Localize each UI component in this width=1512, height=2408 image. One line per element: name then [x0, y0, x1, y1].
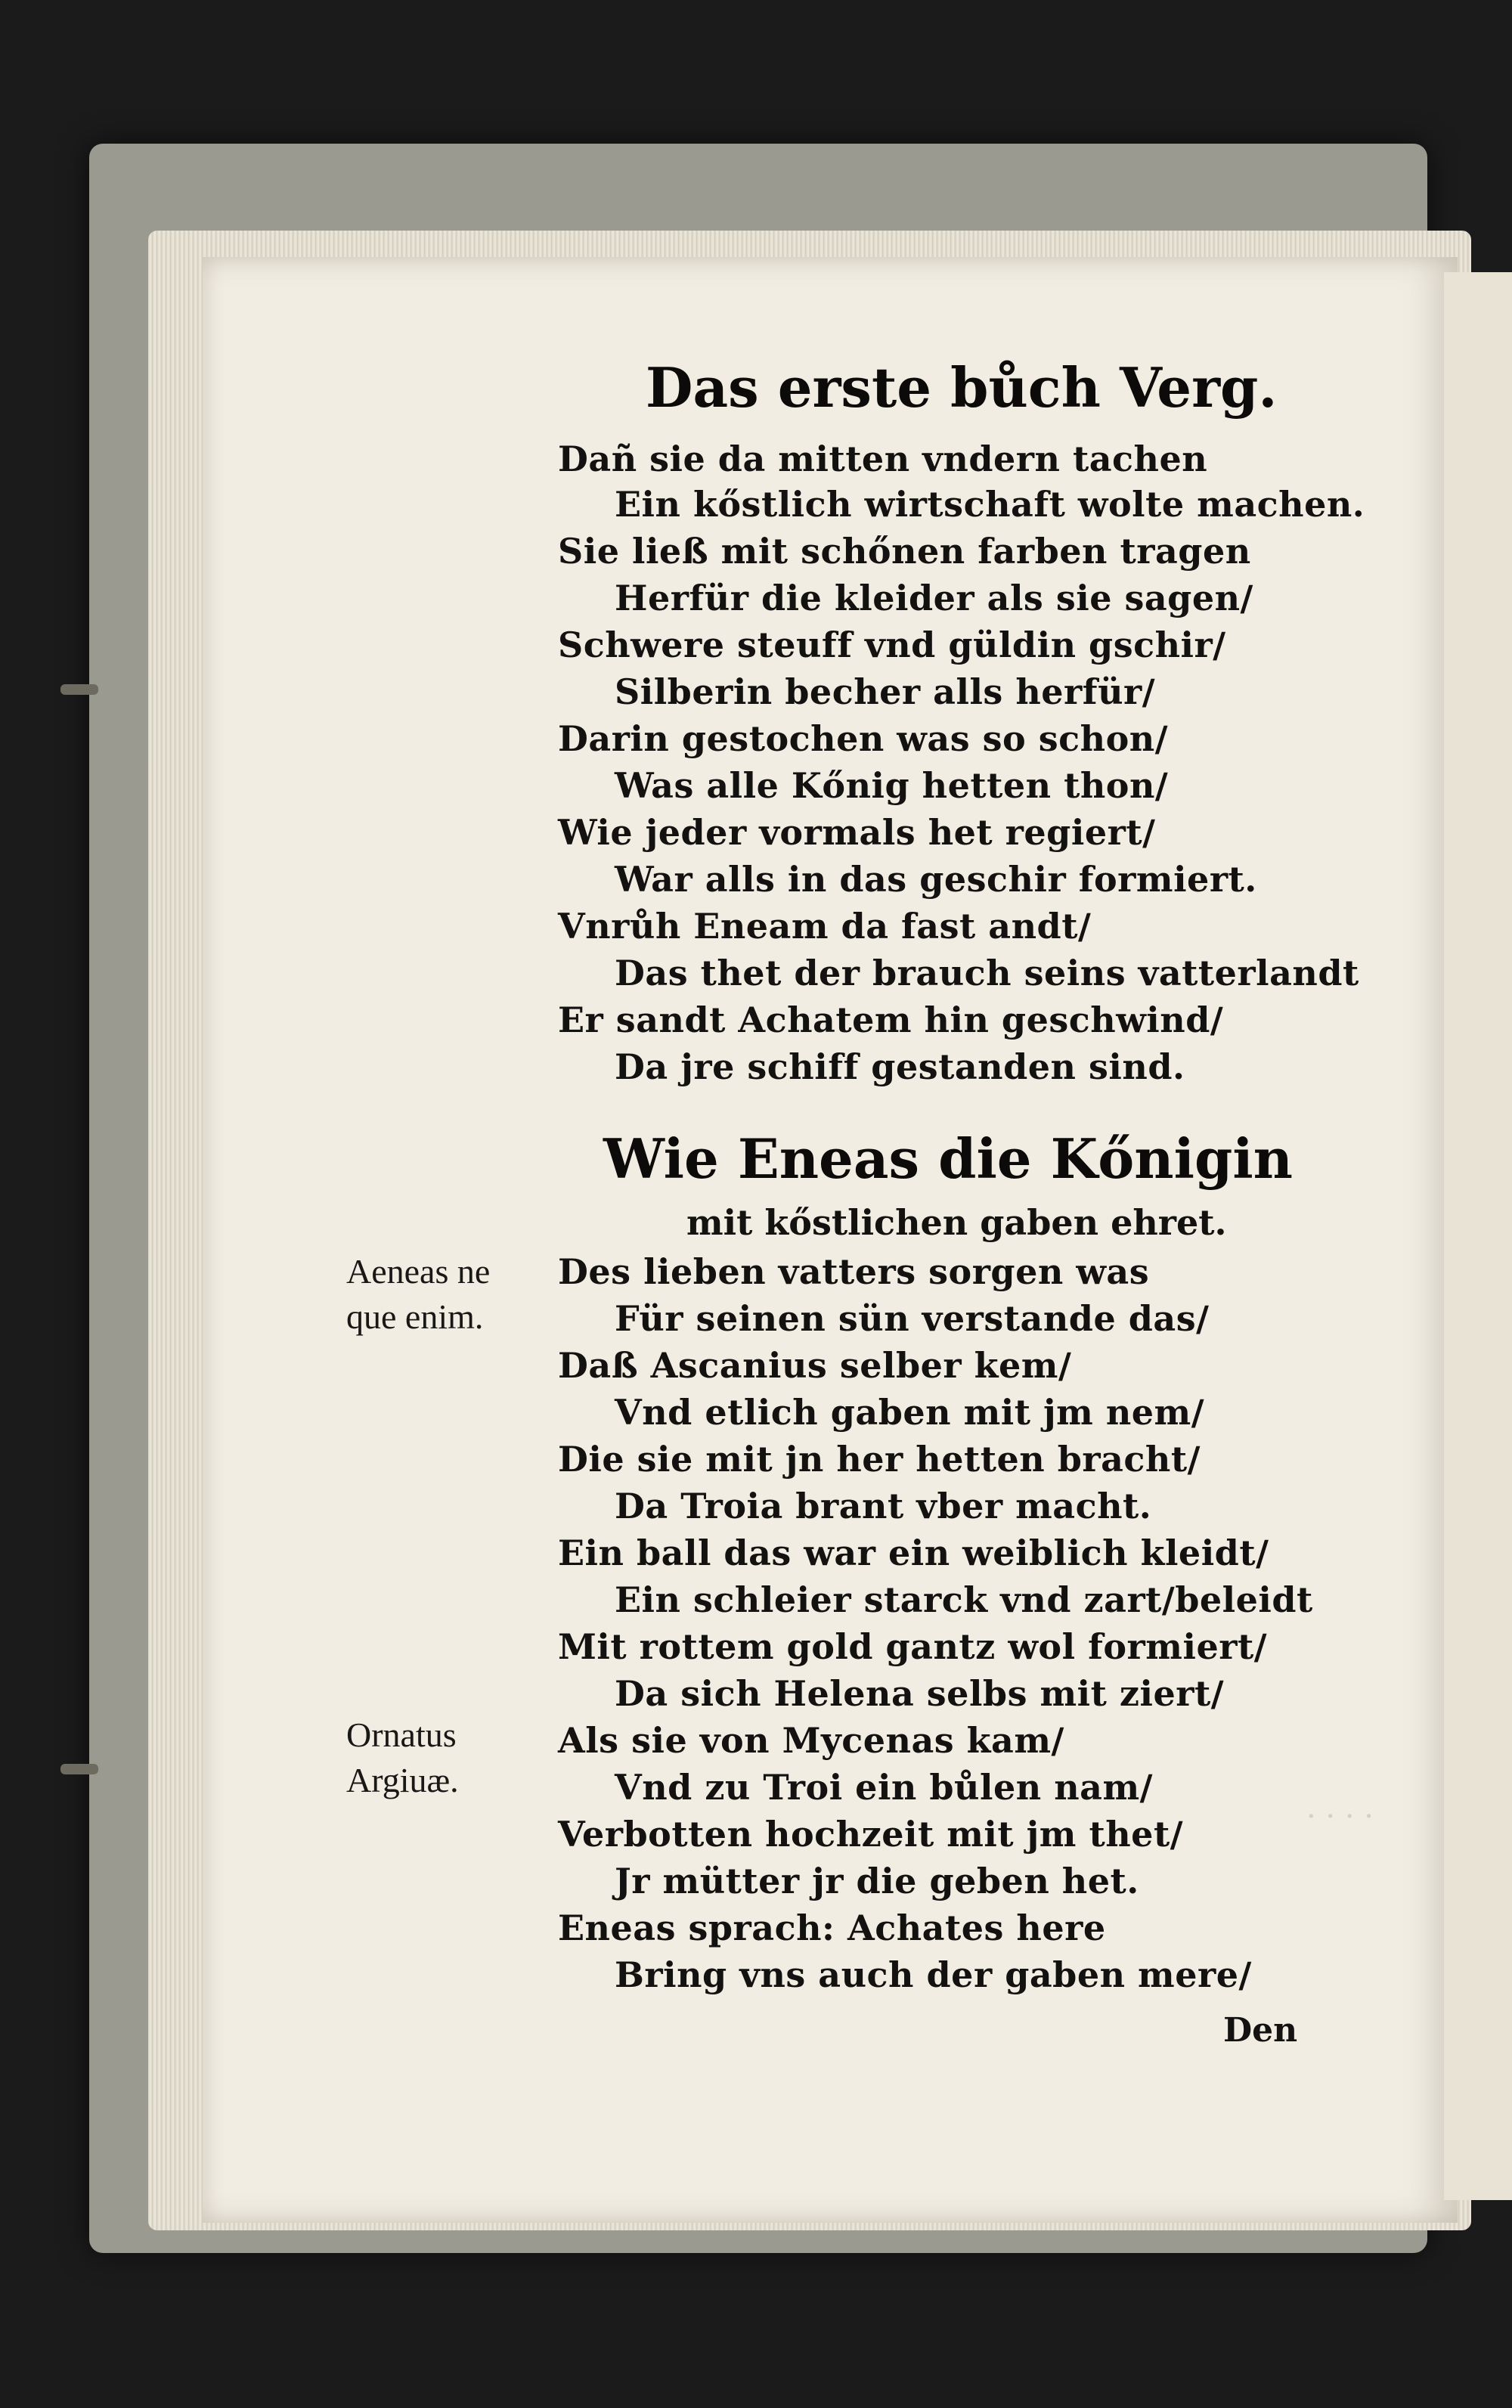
verse-line: Als sie von Mycenas kam/ [558, 1720, 1064, 1761]
marginal-note: Ornatus [346, 1715, 457, 1754]
verse-line: Ein ball das war ein weiblich kleidt/ [558, 1533, 1269, 1573]
show-through-marks: · · · · [1306, 1799, 1374, 1834]
verse-line: Sie ließ mit schőnen farben tragen [558, 531, 1251, 572]
verse-line: War alls in das geschir formiert. [615, 859, 1257, 900]
verse-line: Daß Ascanius selber kem/ [558, 1345, 1072, 1386]
clasp-upper [60, 684, 98, 695]
verse-line: Silberin becher alls herfür/ [615, 671, 1156, 712]
verse-line: Das thet der brauch seins vatterlandt [615, 953, 1359, 993]
verse-line: Vnd zu Troi ein bůlen nam/ [615, 1767, 1153, 1808]
verse-line: Was alle Kőnig hetten thon/ [615, 765, 1169, 806]
verse-line: Bring vns auch der gaben mere/ [615, 1954, 1252, 1995]
verse-line: Darin gestochen was so schon/ [558, 718, 1168, 759]
marginal-note: Aeneas ne [346, 1252, 491, 1291]
verse-line: Schwere steuff vnd güldin gschir/ [558, 624, 1226, 665]
verse-line: Wie jeder vormals het regiert/ [558, 812, 1156, 853]
verse-line: Ein schleier starck vnd zart/beleidt [615, 1579, 1313, 1620]
verse-line: Mit rottem gold gantz wol formiert/ [558, 1626, 1267, 1667]
verse-line: Da jre schiff gestanden sind. [615, 1046, 1185, 1087]
verse-line: Da Troia brant vber macht. [615, 1486, 1152, 1526]
verse-line: Er sandt Achatem hin geschwind/ [558, 999, 1224, 1040]
verse-line: Vnd etlich gaben mit jm nem/ [615, 1392, 1205, 1433]
running-head: Das erste bůch Verg. [646, 355, 1278, 420]
verse-line: Eneas sprach: Achates here [558, 1907, 1106, 1948]
verse-line: Vnrůh Eneam da fast andt/ [558, 906, 1092, 947]
verse-line: Verbotten hochzeit mit jm thet/ [558, 1814, 1183, 1855]
marginal-note: que enim. [346, 1297, 484, 1336]
section-subheading: mit kőstlichen gaben ehret. [686, 1202, 1227, 1243]
verse-line: Dañ sie da mitten vndern tachen [558, 439, 1208, 479]
page-text [203, 257, 1458, 2223]
clasp-lower [60, 1764, 98, 1774]
facing-page-edge [1444, 272, 1512, 2200]
verse-line: Herfür die kleider als sie sagen/ [615, 578, 1253, 618]
section-heading: Wie Eneas die Kőnigin [603, 1127, 1294, 1191]
book-page [203, 257, 1458, 2223]
verse-line: Jr mütter jr die geben het. [615, 1861, 1139, 1901]
verse-line: Ein kőstlich wirtschaft wolte machen. [615, 484, 1365, 525]
verse-line: Da sich Helena selbs mit ziert/ [615, 1673, 1225, 1714]
verse-line: Für seinen sün verstande das/ [615, 1298, 1210, 1339]
marginal-note: Argiuæ. [346, 1761, 459, 1799]
catchword: Den [1223, 2011, 1298, 2050]
verse-line: Die sie mit jn her hetten bracht/ [558, 1439, 1201, 1480]
verse-line: Des lieben vatters sorgen was [558, 1251, 1150, 1292]
